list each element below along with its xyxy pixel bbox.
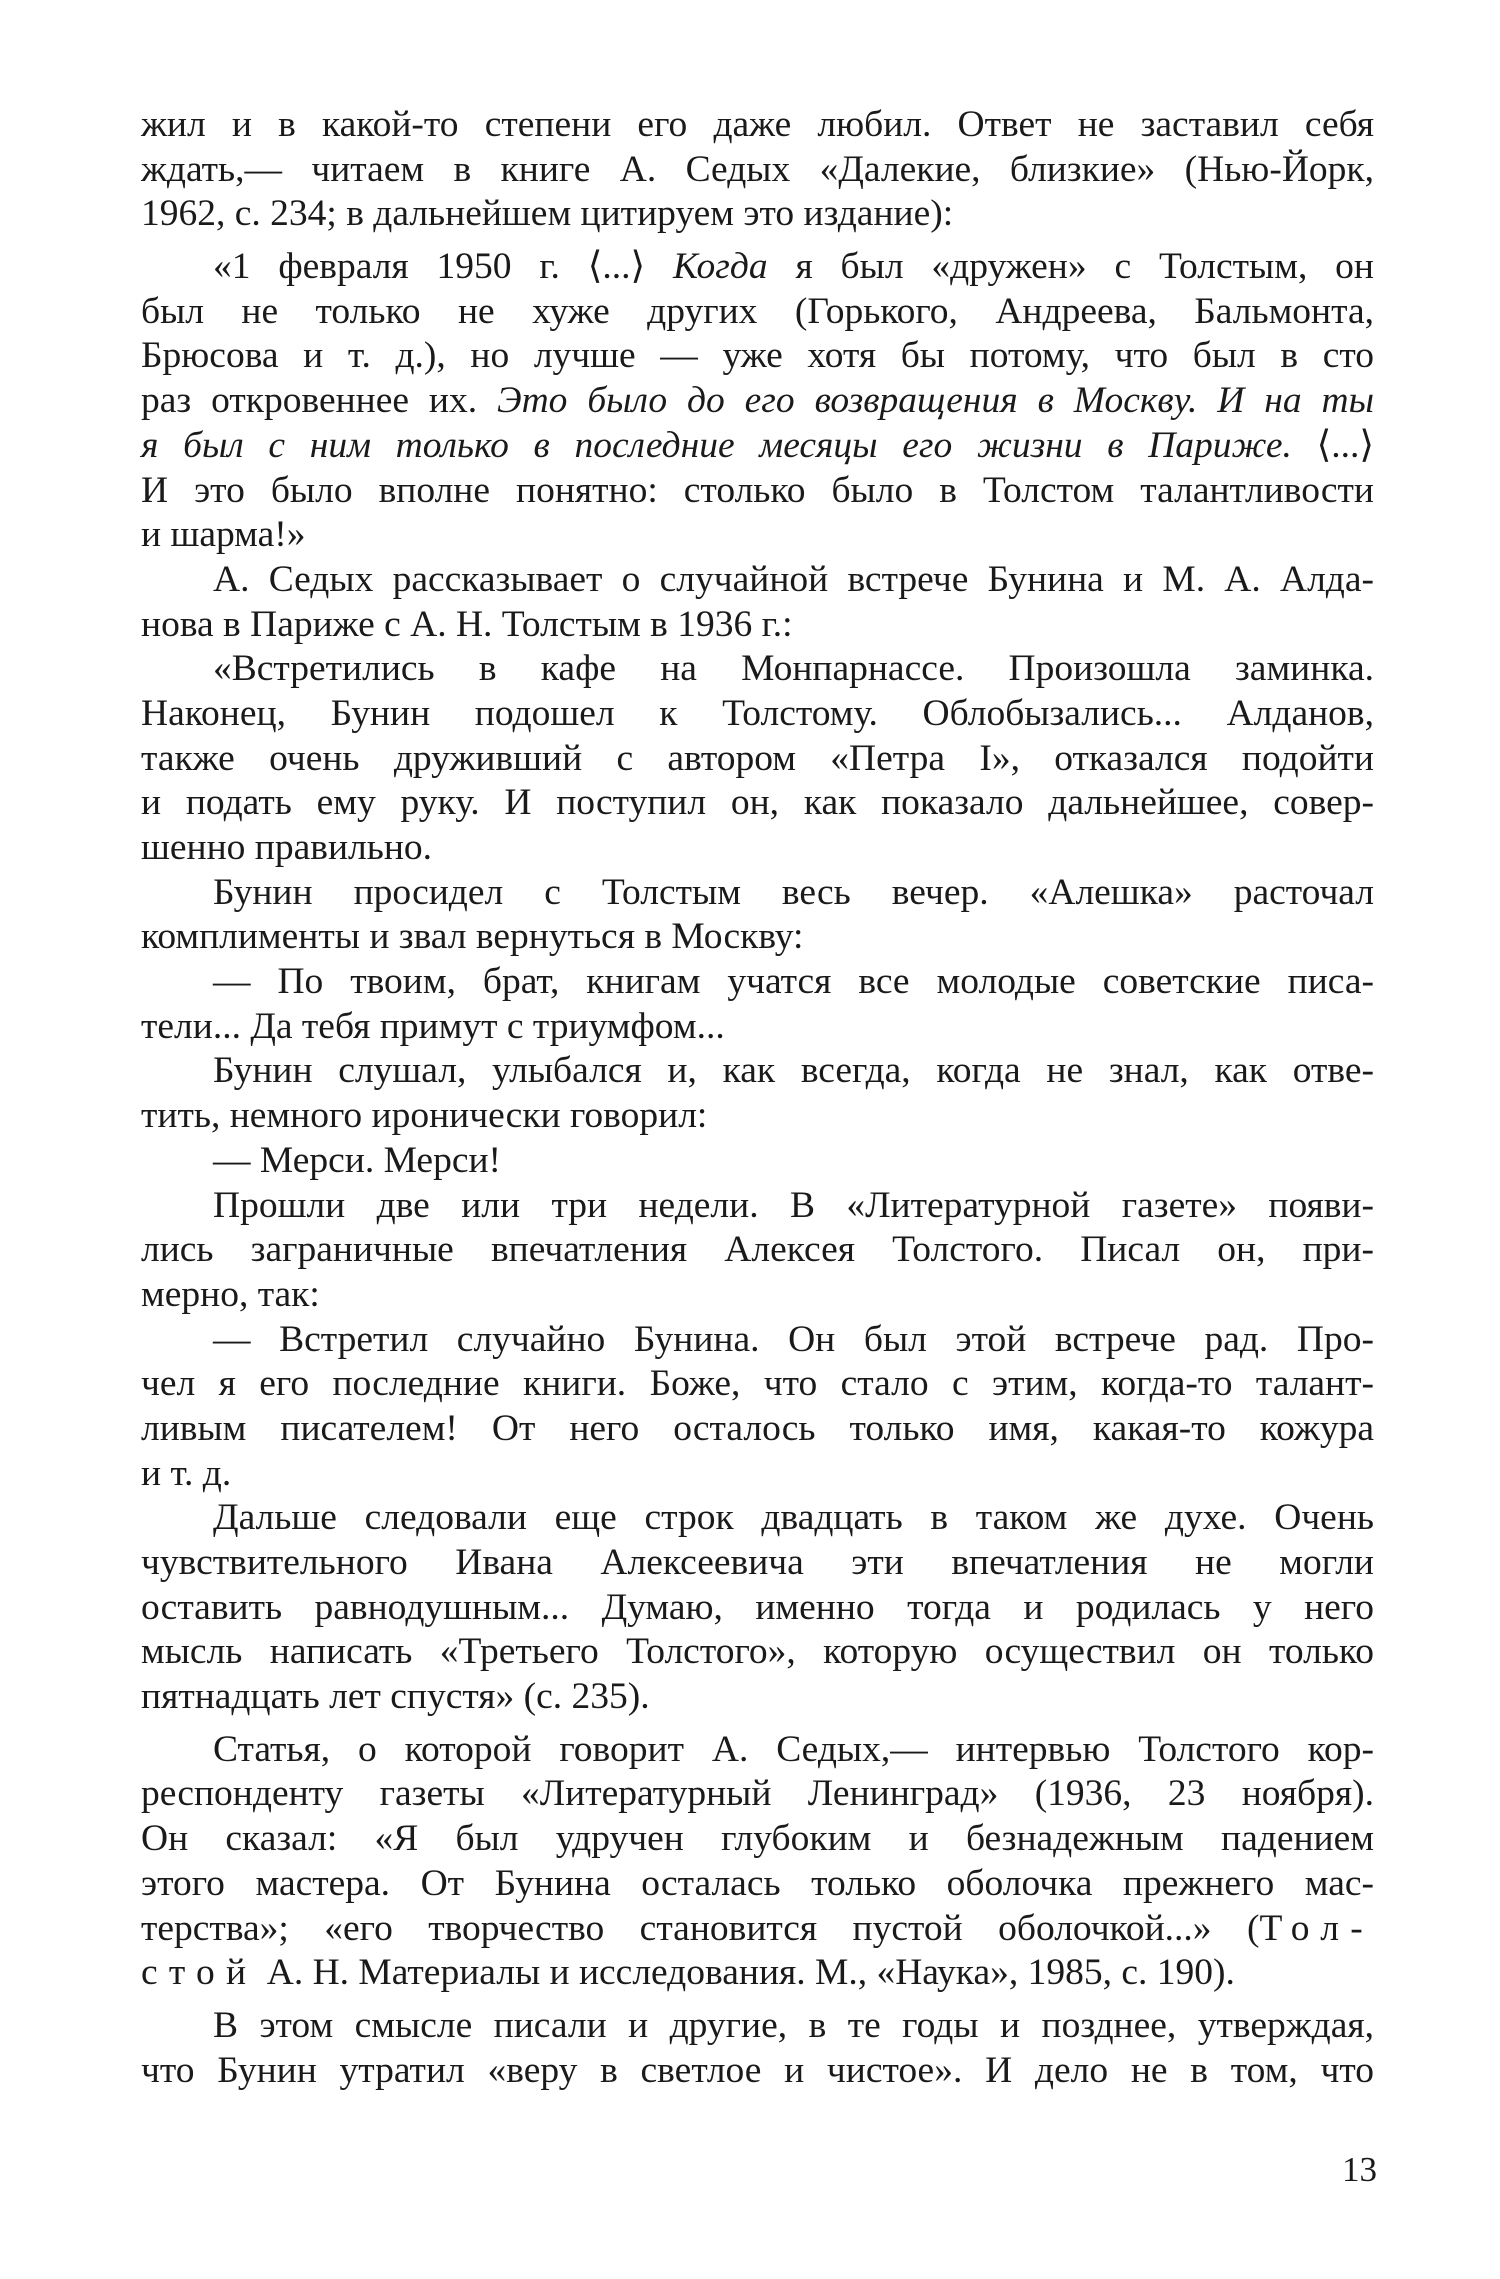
quote-line: «1 февраля 1950 г. ⟨...⟩ Когда я был «дружен» с Толстым, он — [213, 246, 1375, 288]
text-line: ждать,— читаем в книге А. Седых «Далекие, близкие» (Нью-Йорк, — [141, 148, 1374, 190]
quote-line: — По твоим, брат, книгам учатся все молодые советские писа- — [213, 961, 1374, 1003]
text-line: В этом смысле писали и другие, в те годы и позднее, утверждая, — [213, 2004, 1374, 2046]
quote-line: Прошли две или три недели. В «Литературной газете» появи- — [213, 1184, 1374, 1226]
quote-line: — Мерси. Мерси! — [213, 1139, 502, 1181]
quote-line: и подать ему руку. И поступил он, как показало дальнейшее, совер- — [141, 782, 1374, 824]
quote-line: комплименты и звал вернуться в Москву: — [141, 916, 804, 958]
quote-line: «Встретились в кафе на Монпарнассе. Произошла заминка. — [213, 648, 1374, 690]
quote-line: Бунин просидел с Толстым весь вечер. «Алешка» расточал — [213, 871, 1374, 913]
quote-line: оставить равнодушным... Думаю, именно тогда и родилась у него — [141, 1586, 1374, 1628]
quote-line: Наконец, Бунин подошел к Толстому. Облобызались... Алданов, — [141, 692, 1374, 734]
text-line: жил и в какой-то степени его даже любил. Ответ не заставил себя — [141, 104, 1374, 145]
quote-line: раз откровеннее их. Это было до его возвращения в Москву. И на ты — [141, 380, 1374, 422]
quote-line: И это было вполне понятно: столько было в Толстом талантливости — [141, 469, 1374, 511]
text-line: что Бунин утратил «веру в светлое и чистое». И дело не в том, что — [141, 2049, 1374, 2091]
text-line: терства»; «его творчество становится пустой оболочкой...» (Тол- — [141, 1907, 1374, 1949]
quote-line: чувствительного Ивана Алексеевича эти впечатления не могли — [141, 1542, 1374, 1583]
text-line: нова в Париже с А. Н. Толстым в 1936 г.: — [141, 603, 793, 645]
text-line: А. Седых рассказывает о случайной встрече Бунина и М. А. Алда- — [213, 558, 1374, 600]
quote-line: и шарма!» — [141, 514, 306, 556]
quote-line: мысль написать «Третьего Толстого», которую осуществил он только — [141, 1631, 1374, 1673]
italic-text: Это было до его возвращения в Москву. И на ты — [497, 380, 1374, 422]
quote-line: тели... Да тебя примут с триумфом... — [141, 1005, 725, 1047]
quote-line: чел я его последние книги. Боже, что стало с этим, когда-то талант- — [141, 1363, 1374, 1405]
page-number: 13 — [1342, 2150, 1377, 2189]
quote-line: и т. д. — [141, 1452, 232, 1494]
quote-line: был не только не хуже других (Горького, Андреева, Бальмонта, — [141, 290, 1374, 332]
spaced-author-name: стой — [141, 1952, 258, 1994]
text-line: 1962, с. 234; в дальнейшем цитируем это издание): — [141, 193, 954, 235]
quote-line: мерно, так: — [141, 1273, 320, 1315]
text-line: респонденту газеты «Литературный Ленинград» (1936, 23 ноября). — [141, 1773, 1374, 1815]
text-line: этого мастера. От Бунина осталась только оболочка прежнего мас- — [141, 1862, 1374, 1904]
quote-line: шенно правильно. — [141, 827, 433, 868]
spaced-author-name: Тол- — [1259, 1907, 1374, 1949]
quote-line: Дальше следовали еще строк двадцать в таком же духе. Очень — [213, 1497, 1374, 1539]
quote-line: ливым писателем! От него осталось только имя, какая-то кожура — [141, 1407, 1374, 1449]
quote-line: лись заграничные впечатления Алексея Толстого. Писал он, при- — [141, 1229, 1374, 1271]
page-text — [141, 103, 1374, 2093]
text-line: стой А. Н. Материалы и исследования. М., «Наука», 1985, с. 190). — [141, 1952, 1235, 1994]
quote-line: Брюсова и т. д.), но лучше — уже хотя бы потому, что был в сто — [141, 335, 1374, 377]
quote-line: также очень друживший с автором «Петра I», отказался подойти — [141, 737, 1374, 779]
italic-text: Когда — [673, 246, 768, 288]
quote-line: Бунин слушал, улыбался и, как всегда, когда не знал, как отве- — [213, 1050, 1374, 1092]
quote-line: я был с ним только в последние месяцы его жизни в Париже. ⟨...⟩ — [141, 424, 1374, 466]
italic-text: я был с ним только в последние месяцы его жизни в Париже. — [141, 424, 1292, 466]
text-line: Статья, о которой говорит А. Седых,— интервью Толстого кор- — [213, 1728, 1374, 1770]
quote-line: — Встретил случайно Бунина. Он был этой встрече рад. Про- — [213, 1318, 1374, 1360]
quote-line: тить, немного иронически говорил: — [141, 1095, 708, 1137]
quote-line: пятнадцать лет спустя» (с. 235). — [141, 1676, 650, 1718]
text-line: Он сказал: «Я был удручен глубоким и безнадежным падением — [141, 1818, 1374, 1860]
